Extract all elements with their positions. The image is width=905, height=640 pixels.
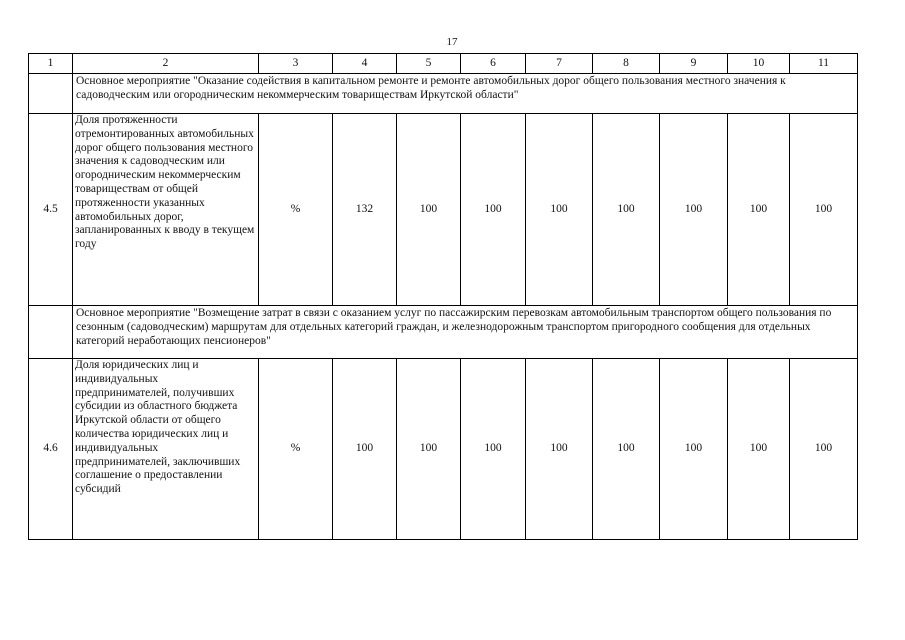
value-cell: 100 bbox=[660, 114, 728, 306]
header-cell: 5 bbox=[397, 54, 461, 74]
unit-cell: % bbox=[259, 114, 333, 306]
value-cell: 100 bbox=[593, 359, 660, 540]
indicator-name: Доля юридических лиц и индивидуальных предпринимателей, получивших субсидии из областного бюджета Иркутской области от общего количества юридических лиц и индивидуальных предпринимателей, заключивших соглашение о предоставлении субсидий bbox=[73, 359, 259, 540]
value-cell: 100 bbox=[790, 359, 858, 540]
table-row bbox=[29, 359, 858, 540]
header-row bbox=[29, 54, 858, 74]
section-title: Основное мероприятие "Оказание содействия в капитальном ремонте и ремонте автомобильных дорог общего пользования местного значения к садоводческим или огородническим некоммерческим товариществам Иркутской области" bbox=[73, 74, 858, 114]
value-cell: 100 bbox=[593, 114, 660, 306]
header-cell: 11 bbox=[790, 54, 858, 74]
value-cell: 100 bbox=[526, 114, 593, 306]
page-number: 17 bbox=[446, 36, 458, 48]
value-cell: 100 bbox=[333, 359, 397, 540]
value-cell: 100 bbox=[397, 114, 461, 306]
value-cell: 100 bbox=[728, 114, 790, 306]
section-number-cell bbox=[29, 306, 73, 359]
section-number-cell bbox=[29, 74, 73, 114]
indicators-table bbox=[28, 53, 858, 540]
header-cell: 3 bbox=[259, 54, 333, 74]
header-cell: 2 bbox=[73, 54, 259, 74]
row-number: 4.5 bbox=[29, 114, 73, 306]
row-number: 4.6 bbox=[29, 359, 73, 540]
value-cell: 100 bbox=[461, 359, 526, 540]
section-title: Основное мероприятие "Возмещение затрат в связи с оказанием услуг по пассажирским перевозкам автомобильным транспортом общего пользования по сезонным (садоводческим) маршрутам для отдельных категорий граждан, и железнодорожным транспортом пригородного сообщения для отдельных категорий неработающих пенсионеров" bbox=[73, 306, 858, 359]
value-cell: 100 bbox=[790, 114, 858, 306]
value-cell: 100 bbox=[728, 359, 790, 540]
table-row bbox=[29, 114, 858, 306]
value-cell: 100 bbox=[461, 114, 526, 306]
header-cell: 1 bbox=[29, 54, 73, 74]
section-row bbox=[29, 74, 858, 114]
value-cell: 100 bbox=[526, 359, 593, 540]
header-cell: 7 bbox=[526, 54, 593, 74]
value-cell: 100 bbox=[660, 359, 728, 540]
header-cell: 4 bbox=[333, 54, 397, 74]
header-cell: 9 bbox=[660, 54, 728, 74]
value-cell: 132 bbox=[333, 114, 397, 306]
unit-cell: % bbox=[259, 359, 333, 540]
header-cell: 10 bbox=[728, 54, 790, 74]
value-cell: 100 bbox=[397, 359, 461, 540]
header-cell: 8 bbox=[593, 54, 660, 74]
indicator-name: Доля протяженности отремонтированных автомобильных дорог общего пользования местного значения к садоводческим или огородническим некоммерческим товариществам от общей протяженности указанных автомобильных дорог, запланированных к вводу в текущем году bbox=[73, 114, 259, 306]
section-row bbox=[29, 306, 858, 359]
header-cell: 6 bbox=[461, 54, 526, 74]
